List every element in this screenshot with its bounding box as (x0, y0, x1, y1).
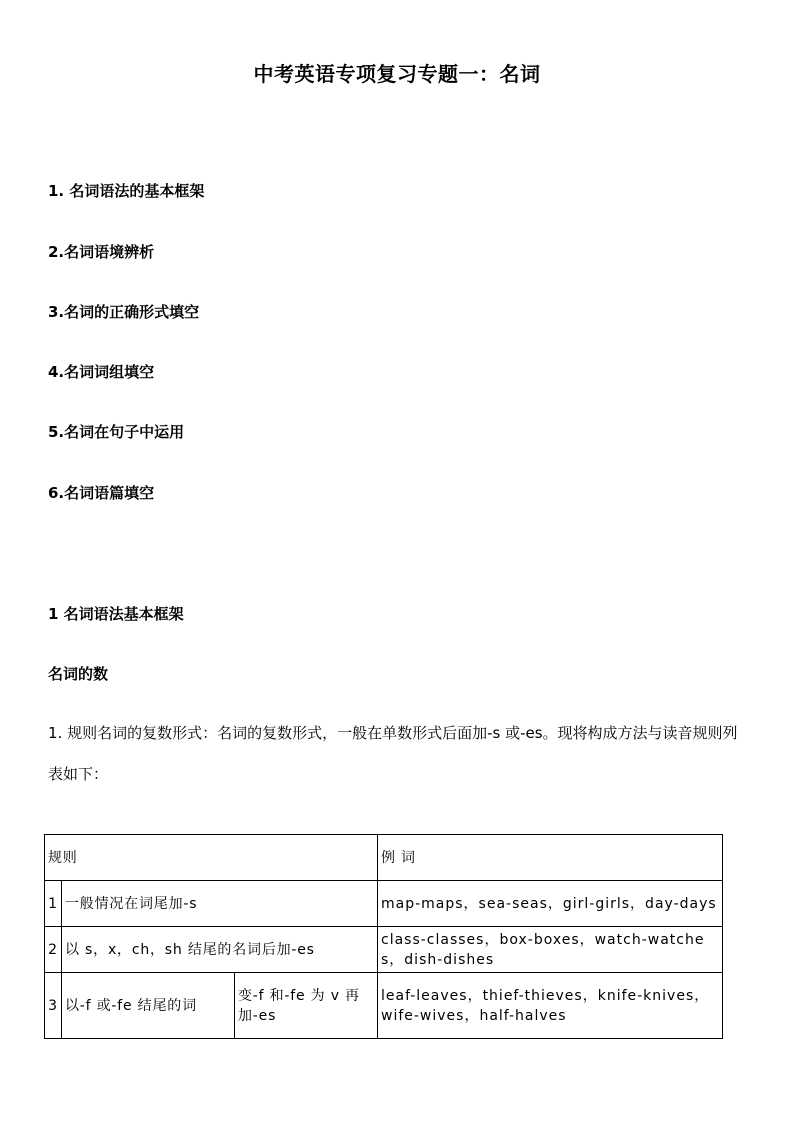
rule-cell: 以 s，x，ch，sh 结尾的名词后加-es (62, 927, 378, 973)
row-number: 2 (45, 927, 62, 973)
toc-item-1: 1. 名词语法的基本框架 (48, 182, 205, 200)
example-cell: class-classes，box-boxes，watch-watches，dish-dishes (378, 927, 723, 973)
toc-item-6: 6.名词语篇填空 (48, 484, 155, 502)
plural-rules-table (44, 834, 723, 1039)
toc-item-2: 2.名词语境辨析 (48, 243, 155, 261)
section-subheading: 名词的数 (48, 665, 109, 683)
page-title: 中考英语专项复习专题一：名词 (253, 62, 541, 86)
table-row (45, 973, 723, 1039)
example-cell: leaf-leaves，thief-thieves，knife-knives，wife-wives，half-halves (378, 973, 723, 1039)
header-example: 例 词 (378, 835, 723, 881)
row-number: 1 (45, 881, 62, 927)
table-row (45, 881, 723, 927)
example-cell: map-maps，sea-seas，girl-girls，day-days (378, 881, 723, 927)
toc-item-3: 3.名词的正确形式填空 (48, 303, 200, 321)
table-row (45, 927, 723, 973)
rule-cell: 以-f 或-fe 结尾的词 (62, 973, 235, 1039)
rule-detail-cell: 变-f 和-fe 为 v 再加-es (235, 973, 378, 1039)
header-rule: 规则 (45, 835, 378, 881)
toc-item-4: 4.名词词组填空 (48, 363, 155, 381)
section-heading: 1 名词语法基本框架 (48, 605, 184, 623)
rule-cell: 一般情况在词尾加-s (62, 881, 378, 927)
table-header-row (45, 835, 723, 881)
intro-paragraph: 1. 规则名词的复数形式：名词的复数形式，一般在单数形式后面加-s 或-es。现将构成方法与读音规则列表如下： (48, 724, 738, 783)
toc-item-5: 5.名词在句子中运用 (48, 423, 185, 441)
row-number: 3 (45, 973, 62, 1039)
